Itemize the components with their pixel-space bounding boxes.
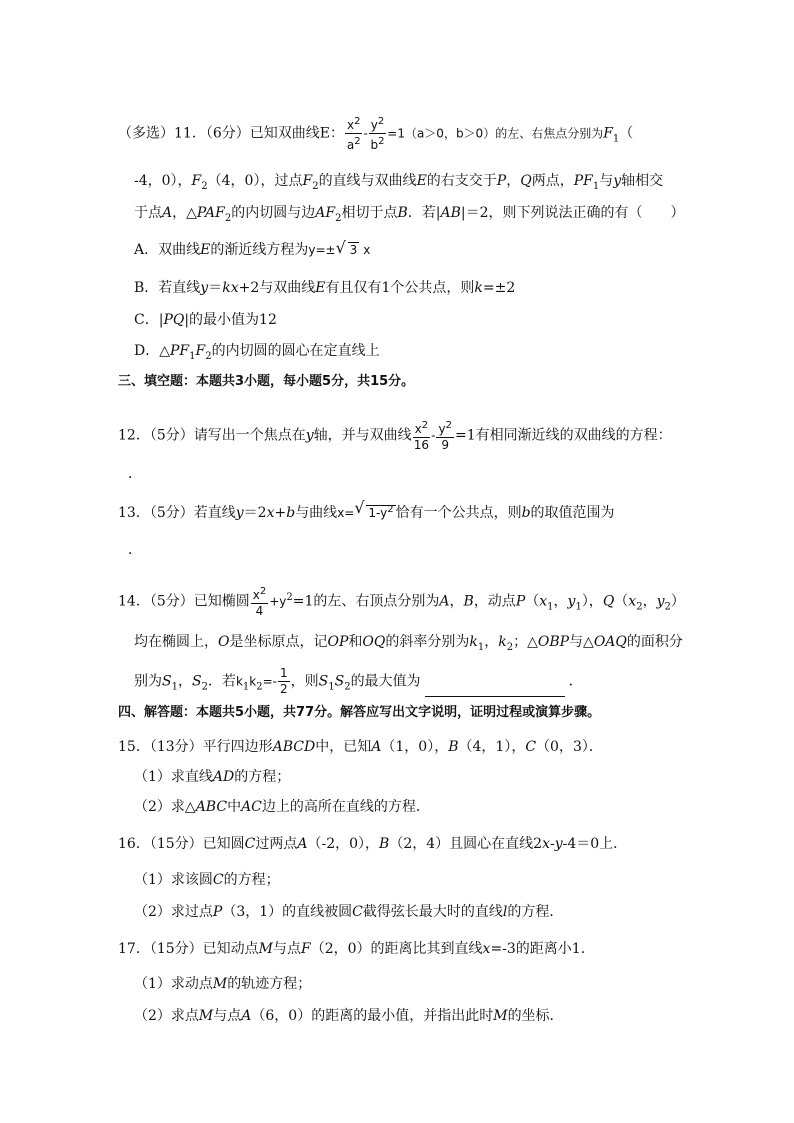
q17-line1: 17．（15分）已知动点M与点F（2，0）的距离比其到直线x=-3的距离小1． bbox=[118, 941, 595, 957]
q15-sub2: （2）求△ABC中AC边上的高所在直线的方程． bbox=[134, 799, 430, 815]
q11-option-a: A．双曲线E的渐近线方程为y=±√ 3 x bbox=[134, 240, 370, 260]
hyperbola-frac-y: $\frac{y^2}{b^2}$ bbox=[370, 116, 385, 152]
q15-sub1: （1）求直线AD的方程； bbox=[134, 769, 291, 785]
q12-line1: 12．（5分）请写出一个焦点在y轴，并与双曲线 $\frac{x^2}{16}$ - $\frac{y^2}{9}$ =1有相同渐近线的双曲线的方程： bbox=[118, 420, 672, 452]
q11-option-d: D．$\triangle PF_1F_2$的内切圆的圆心在定直线上 bbox=[134, 343, 380, 362]
q11-line1: （多选）11．（6分）已知双曲线E： $\frac{x^2}{a^2}$ - $\frac{y^2}{b^2}$ =1（a＞0，b＞0）的左、右焦点分别为$F_1$（ bbox=[118, 116, 634, 152]
q14-line1: 14．（5分）已知椭圆 $\frac{x^2}{4}$ $+y^2=1$的左、右顶点分别为A，B，动点$P(x_1$，$y_1$），$Q(x_2$，$y_2$） bbox=[118, 586, 685, 618]
q14-line2: 均在椭圆上，O是坐标原点，记OP和OQ的斜率分别为$k_1$，$k_2$；△OBP与△OAQ的面积分 bbox=[134, 634, 683, 653]
answer-blank bbox=[425, 682, 565, 697]
q14-frac: $\frac{x^2}{4}$ bbox=[252, 586, 267, 618]
q12-end-dot: ． bbox=[128, 466, 142, 482]
q17-sub1: （1）求动点M的轨迹方程； bbox=[134, 976, 312, 992]
q14-half: $\frac{1}{2}$ bbox=[279, 666, 288, 696]
section-4-heading: 四、解答题：本题共5小题，共77分。解答应写出文字说明，证明过程或演算步骤。 bbox=[118, 705, 601, 720]
q16-sub2: （2）求过点P（3，1）的直线被圆C截得弦长最大时的直线l的方程． bbox=[134, 904, 564, 920]
sqrt3: √ 3 bbox=[336, 240, 360, 260]
q16-sub1: （1）求该圆C的方程； bbox=[134, 872, 280, 888]
q15-line1: 15．（13分）平行四边形ABCD中，已知A（1，0），B（4，1），C（0，3）． bbox=[118, 739, 603, 755]
q11-option-c: C．|PQ|的最小值为12 bbox=[134, 312, 277, 328]
q13-sqrt: √ $1-y^2$ bbox=[354, 500, 395, 523]
q17-sub2: （2）求点M与点A（6，0）的距离的最小值，并指出此时M的坐标． bbox=[134, 1008, 564, 1024]
q11-intro: （多选）11．（6分）已知双曲线E： bbox=[118, 125, 344, 142]
q11-option-b: B．若直线y＝kx+2与双曲线E有且仅有1个公共点，则k=±2 bbox=[134, 280, 516, 296]
q13-end-dot: ． bbox=[128, 542, 142, 558]
q11-line2: -4，0），$F_2(4$，0），过点$F_2$的直线与双曲线E的右支交于P，Q两点，$PF_1$与y轴相交 bbox=[134, 173, 664, 192]
section-3-heading: 三、填空题：本题共3小题，每小题5分，共15分。 bbox=[118, 374, 415, 389]
q14-line3: 别为$S_1$，$S_2$．若$k_1k_2=-$ $\frac{1}{2}$ ，则$S_1S_2$的最大值为 ． bbox=[134, 666, 583, 696]
q13-line1: 13．（5分）若直线y＝2x+b与曲线x=√ $1-y^2$ 恰有一个公共点，则b的取值范围为 bbox=[118, 500, 615, 523]
q12-frac-x: $\frac{x^2}{16}$ bbox=[413, 420, 430, 452]
hyperbola-frac-x: $\frac{x^2}{a^2}$ bbox=[346, 116, 361, 152]
q11-line3: 于点A，$\triangle PAF_2$的内切圆与边$AF_2$相切于点B．若|AB|＝2，则下列说法正确的有（ ） bbox=[134, 205, 685, 224]
q16-line1: 16．（15分）已知圆C过两点A（-2，0），B（2，4）且圆心在直线2x-y-4＝0上． bbox=[118, 836, 628, 852]
hyperbola-tail: =1（a＞0，b＞0）的左、右焦点分别为 bbox=[387, 126, 604, 141]
f1-label: F bbox=[603, 125, 613, 142]
minus-sign: - bbox=[363, 126, 368, 141]
q12-frac-y: $\frac{y^2}{9}$ bbox=[438, 420, 452, 452]
